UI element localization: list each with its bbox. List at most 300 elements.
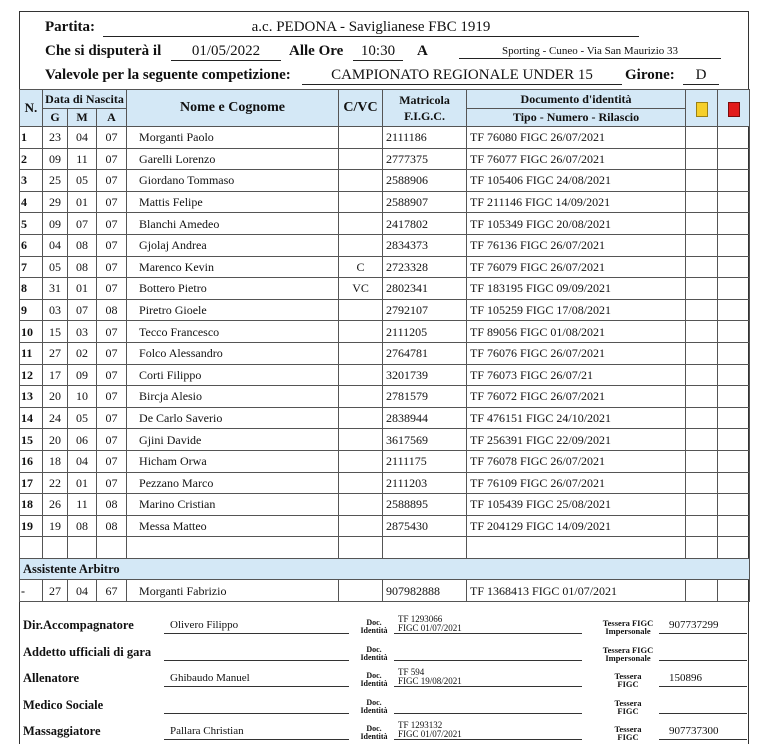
player-captain-status[interactable] [339,127,383,149]
player-red-card[interactable] [718,386,750,408]
player-number[interactable]: 16 [20,450,43,472]
player-birth-year[interactable]: 07 [97,234,127,256]
matricola-header-line1: Matricola [399,93,450,107]
player-name[interactable]: Bottero Pietro [127,278,339,300]
player-name[interactable]: Messa Matteo [127,515,339,537]
staff-doc-field-line1[interactable]: TF 1293066 [398,614,443,624]
staff-tessera-label-line2: FIGC [617,706,639,716]
player-document[interactable]: TF 76076 FIGC 26/07/2021 [467,342,686,364]
player-document[interactable]: TF 89056 FIGC 01/08/2021 [467,321,686,343]
player-name[interactable]: Piretro Gioele [127,299,339,321]
assistant-document[interactable]: TF 1368413 FIGC 01/07/2021 [467,580,686,602]
player-yellow-card[interactable] [686,407,718,429]
player-yellow-card[interactable] [686,450,718,472]
date-label: Che si disputerà il [45,43,162,59]
player-birth-year[interactable]: 07 [97,191,127,213]
player-number[interactable]: 2 [20,148,43,170]
staff-doc-field-line1[interactable]: TF 594 [398,667,425,677]
staff-doc-label-line2: Identità [360,653,388,662]
player-red-card[interactable] [718,191,750,213]
player-captain-status[interactable]: C [339,256,383,278]
player-birth-year[interactable]: 07 [97,278,127,300]
player-yellow-card[interactable] [686,494,718,516]
time-label: Alle Ore [289,43,344,59]
player-row [20,299,750,321]
player-row [20,234,750,256]
player-row [20,127,750,149]
player-captain-status[interactable] [339,213,383,235]
player-birth-month[interactable]: 03 [68,321,97,343]
player-birth-day[interactable]: 17 [43,364,68,386]
player-document[interactable]: TF 76078 FIGC 26/07/2021 [467,450,686,472]
player-birth-day[interactable]: 29 [43,191,68,213]
player-red-card[interactable] [718,213,750,235]
player-row [20,321,750,343]
player-document[interactable]: TF 105259 FIGC 17/08/2021 [467,299,686,321]
player-document[interactable]: TF 76080 FIGC 26/07/2021 [467,127,686,149]
player-birth-year[interactable]: 07 [97,148,127,170]
player-birth-year[interactable]: 07 [97,429,127,451]
group-field[interactable]: D [683,67,719,85]
staff-role-label: Massaggiatore [23,724,101,738]
player-birth-year[interactable]: 07 [97,407,127,429]
staff-doc-label-line1: Doc. [366,671,382,680]
player-birth-year[interactable]: 07 [97,450,127,472]
player-matricola[interactable]: 2588895 [383,494,467,516]
col-document-header: Documento d'identità [467,90,686,109]
player-row [20,213,750,235]
player-number[interactable]: 4 [20,191,43,213]
player-document[interactable]: TF 105349 FIGC 20/08/2021 [467,213,686,235]
player-name[interactable]: Hicham Orwa [127,450,339,472]
player-name[interactable]: Blanchi Amedeo [127,213,339,235]
player-matricola[interactable]: 2111186 [383,127,467,149]
player-birth-month[interactable]: 11 [68,494,97,516]
col-day-header: G [43,109,68,127]
player-number[interactable]: 3 [20,170,43,192]
player-name[interactable]: Giordano Tommaso [127,170,339,192]
staff-tessera-field[interactable]: 150896 [659,670,747,687]
partita-label: Partita: [45,19,95,35]
player-birth-month[interactable]: 05 [68,407,97,429]
player-birth-day[interactable]: 24 [43,407,68,429]
player-birth-year[interactable]: 08 [97,494,127,516]
player-birth-month[interactable]: 01 [68,278,97,300]
player-matricola[interactable]: 2417802 [383,213,467,235]
player-red-card[interactable] [718,256,750,278]
player-birth-year[interactable]: 07 [97,386,127,408]
player-birth-month[interactable]: 07 [68,299,97,321]
col-year-header: A [97,109,127,127]
staff-role-label: Dir.Accompagnatore [23,618,134,632]
player-number[interactable]: 7 [20,256,43,278]
player-name[interactable]: Gjini Davide [127,429,339,451]
player-birth-month[interactable]: 05 [68,170,97,192]
staff-role-label: Medico Sociale [23,698,104,712]
player-red-card[interactable] [718,127,750,149]
col-number-header: N. [20,90,43,127]
staff-tessera-field[interactable]: 907737299 [659,617,747,634]
assistant-referee-row [20,580,750,602]
player-red-card[interactable] [718,299,750,321]
player-row [20,429,750,451]
player-document[interactable]: TF 183195 FIGC 09/09/2021 [467,278,686,300]
player-row [20,386,750,408]
player-name[interactable]: Marenco Kevin [127,256,339,278]
player-yellow-card[interactable] [686,386,718,408]
player-captain-status[interactable]: VC [339,278,383,300]
player-number[interactable]: 15 [20,429,43,451]
player-birth-year[interactable]: 07 [97,472,127,494]
player-captain-status[interactable] [339,148,383,170]
player-captain-status[interactable] [339,321,383,343]
player-captain-status[interactable] [339,234,383,256]
staff-doc-label-line1: Doc. [366,724,382,733]
player-birth-year[interactable]: 07 [97,342,127,364]
col-birthdate-header: Data di Nascita [43,90,127,109]
player-matricola[interactable]: 2792107 [383,299,467,321]
player-red-card[interactable] [718,494,750,516]
player-row [20,278,750,300]
player-captain-status[interactable] [339,342,383,364]
player-yellow-card[interactable] [686,429,718,451]
player-birth-month[interactable]: 11 [68,148,97,170]
player-name[interactable]: Gjolaj Andrea [127,234,339,256]
player-yellow-card[interactable] [686,515,718,537]
player-name[interactable]: Marino Cristian [127,494,339,516]
location-field[interactable]: Sporting - Cuneo - Via San Maurizio 33 [459,43,721,59]
player-matricola[interactable]: 3201739 [383,364,467,386]
assistant-birth-year[interactable]: 67 [97,580,127,602]
player-yellow-card[interactable] [686,278,718,300]
player-row [20,450,750,472]
player-birth-year[interactable]: 08 [97,299,127,321]
player-birth-day[interactable]: 23 [43,127,68,149]
staff-name-field[interactable]: Pallara Christian [164,723,349,740]
staff-role-label: Allenatore [23,671,80,685]
player-birth-year[interactable]: 07 [97,127,127,149]
staff-tessera-label-line1: Tessera [614,671,642,681]
player-yellow-card[interactable] [686,364,718,386]
player-birth-month[interactable]: 08 [68,234,97,256]
player-document[interactable]: TF 76109 FIGC 26/07/2021 [467,472,686,494]
staff-role-label: Addetto ufficiali di gara [23,645,152,659]
col-matricola-header [383,90,467,127]
player-red-card[interactable] [718,472,750,494]
date-field[interactable]: 01/05/2022 [171,43,281,61]
player-row [20,256,750,278]
player-birth-month[interactable]: 04 [68,450,97,472]
player-name[interactable]: Pezzano Marco [127,472,339,494]
player-captain-status[interactable] [339,494,383,516]
player-yellow-card[interactable] [686,127,718,149]
player-captain-status[interactable] [339,450,383,472]
col-doc-type-header: Tipo - Numero - Rilascio [467,109,686,127]
staff-doc-field-line2[interactable] [394,704,582,714]
staff-name-field[interactable]: Ghibaudo Manuel [164,670,349,687]
player-number[interactable]: 14 [20,407,43,429]
player-birth-day[interactable]: 22 [43,472,68,494]
player-red-card[interactable] [718,407,750,429]
player-number[interactable]: 10 [20,321,43,343]
player-yellow-card[interactable] [686,321,718,343]
player-red-card[interactable] [718,342,750,364]
player-document[interactable]: TF 76072 FIGC 26/07/2021 [467,386,686,408]
player-red-card[interactable] [718,278,750,300]
player-name[interactable]: Folco Alessandro [127,342,339,364]
player-document[interactable]: TF 105439 FIGC 25/08/2021 [467,494,686,516]
player-row [20,170,750,192]
staff-doc-field-line2[interactable]: FIGC 19/08/2021 [394,677,582,687]
assistant-matricola[interactable]: 907982888 [383,580,467,602]
matricola-header-line2: F.I.G.C. [404,109,445,123]
player-red-card[interactable] [718,450,750,472]
player-birth-day[interactable]: 25 [43,170,68,192]
staff-doc-label-line2: Identità [360,732,388,741]
staff-tessera-field[interactable]: 907737300 [659,723,747,740]
player-number[interactable]: 5 [20,213,43,235]
player-rows [20,127,750,537]
player-matricola[interactable]: 2723328 [383,256,467,278]
player-birth-day[interactable]: 26 [43,494,68,516]
staff-doc-label-line1: Doc. [366,618,382,627]
player-document[interactable]: TF 256391 FIGC 22/09/2021 [467,429,686,451]
player-document[interactable]: TF 76073 FIGC 26/07/21 [467,364,686,386]
staff-tessera-label-line1: Tessera FIGC [602,618,654,628]
staff-row [19,666,749,693]
player-name[interactable]: Tecco Francesco [127,321,339,343]
time-field[interactable]: 10:30 [353,43,403,61]
player-yellow-card[interactable] [686,342,718,364]
player-red-card[interactable] [718,429,750,451]
player-birth-month[interactable]: 08 [68,256,97,278]
player-birth-year[interactable]: 08 [97,515,127,537]
partita-field[interactable]: a.c. PEDONA - Saviglianese FBC 1919 [103,19,639,37]
player-captain-status[interactable] [339,472,383,494]
staff-row [19,640,749,667]
staff-name-field[interactable]: Olivero Filippo [164,617,349,634]
player-number[interactable]: 8 [20,278,43,300]
player-birth-day[interactable]: 04 [43,234,68,256]
staff-tessera-label-line1: Tessera [614,698,642,708]
player-matricola[interactable]: 2875430 [383,515,467,537]
player-birth-month[interactable]: 02 [68,342,97,364]
player-red-card[interactable] [718,321,750,343]
location-label: A [417,43,428,59]
player-captain-status[interactable] [339,515,383,537]
player-yellow-card[interactable] [686,256,718,278]
staff-tessera-label-line2: Impersonale [605,626,651,636]
assistant-birth-day[interactable]: 27 [43,580,68,602]
player-yellow-card[interactable] [686,213,718,235]
player-red-card[interactable] [718,234,750,256]
player-birth-month[interactable]: 06 [68,429,97,451]
player-birth-month[interactable]: 01 [68,472,97,494]
player-document[interactable]: TF 211146 FIGC 14/09/2021 [467,191,686,213]
player-row [20,472,750,494]
player-matricola[interactable]: 2111203 [383,472,467,494]
staff-tessera-label-line2: FIGC [617,679,639,689]
player-document[interactable]: TF 105406 FIGC 24/08/2021 [467,170,686,192]
empty-row [20,537,750,559]
player-birth-month[interactable]: 10 [68,386,97,408]
col-month-header: M [68,109,97,127]
staff-name-field[interactable] [164,644,349,661]
assistant-number[interactable]: - [20,580,43,602]
player-row [20,148,750,170]
player-name[interactable]: Garelli Lorenzo [127,148,339,170]
match-header [19,11,749,89]
player-matricola[interactable]: 2111205 [383,321,467,343]
player-row [20,364,750,386]
player-matricola[interactable]: 2111175 [383,450,467,472]
player-birth-month[interactable]: 08 [68,515,97,537]
player-birth-day[interactable]: 18 [43,450,68,472]
staff-doc-label-line1: Doc. [366,698,382,707]
player-birth-month[interactable]: 01 [68,191,97,213]
player-birth-month[interactable]: 04 [68,127,97,149]
col-cvc-header: C/VC [339,90,383,127]
player-matricola[interactable]: 2588907 [383,191,467,213]
player-number[interactable]: 18 [20,494,43,516]
player-matricola[interactable]: 2802341 [383,278,467,300]
player-captain-status[interactable] [339,429,383,451]
player-document[interactable]: TF 76077 FIGC 26/07/2021 [467,148,686,170]
staff-doc-field-line1[interactable]: TF 1293132 [398,720,443,730]
staff-doc-label-line2: Identità [360,706,388,715]
player-birth-year[interactable]: 07 [97,170,127,192]
player-name[interactable]: Corti Filippo [127,364,339,386]
staff-tessera-label-line1: Tessera [614,724,642,734]
player-captain-status[interactable] [339,299,383,321]
staff-doc-field-line2[interactable]: FIGC 01/07/2021 [394,624,582,634]
player-birth-day[interactable]: 15 [43,321,68,343]
player-matricola[interactable]: 2838944 [383,407,467,429]
staff-tessera-label-line2: Impersonale [605,653,651,663]
assistant-cvc[interactable] [339,580,383,602]
assistant-referee-section [20,558,750,580]
player-birth-day[interactable]: 20 [43,429,68,451]
player-red-card[interactable] [718,170,750,192]
player-red-card[interactable] [718,148,750,170]
player-captain-status[interactable] [339,407,383,429]
player-captain-status[interactable] [339,170,383,192]
player-name[interactable]: Bircja Alesio [127,386,339,408]
player-number[interactable]: 1 [20,127,43,149]
player-document[interactable]: TF 204129 FIGC 14/09/2021 [467,515,686,537]
player-red-card[interactable] [718,364,750,386]
staff-tessera-field[interactable] [659,697,747,714]
player-yellow-card[interactable] [686,299,718,321]
player-yellow-card[interactable] [686,148,718,170]
player-red-card[interactable] [718,515,750,537]
staff-tessera-label-line1: Tessera FIGC [602,645,654,655]
player-number[interactable]: 11 [20,342,43,364]
staff-tessera-label-line2: FIGC [617,732,639,742]
staff-doc-label-line1: Doc. [366,645,382,654]
player-birth-day[interactable]: 05 [43,256,68,278]
col-red-card-header [718,90,750,127]
player-birth-year[interactable]: 07 [97,321,127,343]
staff-doc-field-line2[interactable]: FIGC 01/07/2021 [394,730,582,740]
player-captain-status[interactable] [339,364,383,386]
staff-doc-field-line2[interactable] [394,651,582,661]
player-yellow-card[interactable] [686,234,718,256]
player-row [20,407,750,429]
assistant-red-card[interactable] [718,580,750,602]
competition-field[interactable]: CAMPIONATO REGIONALE UNDER 15 [302,67,622,85]
player-yellow-card[interactable] [686,170,718,192]
player-matricola[interactable]: 2764781 [383,342,467,364]
player-birth-year[interactable]: 07 [97,213,127,235]
player-matricola[interactable]: 3617569 [383,429,467,451]
player-document[interactable]: TF 76136 FIGC 26/07/2021 [467,234,686,256]
staff-tessera-field[interactable] [659,644,747,661]
staff-doc-label-line2: Identità [360,626,388,635]
staff-doc-label-line2: Identità [360,679,388,688]
yellow-card-icon [696,102,708,117]
player-matricola[interactable]: 2781579 [383,386,467,408]
staff-row [19,613,749,640]
player-yellow-card[interactable] [686,191,718,213]
player-name[interactable]: Morganti Paolo [127,127,339,149]
player-yellow-card[interactable] [686,472,718,494]
player-birth-day[interactable]: 03 [43,299,68,321]
player-document[interactable]: TF 76079 FIGC 26/07/2021 [467,256,686,278]
players-table [19,89,750,602]
assistant-yellow-card[interactable] [686,580,718,602]
player-birth-day[interactable]: 19 [43,515,68,537]
player-birth-year[interactable]: 07 [97,256,127,278]
staff-name-field[interactable] [164,697,349,714]
assistant-name[interactable]: Morganti Fabrizio [127,580,339,602]
col-yellow-card-header [686,90,718,127]
player-birth-day[interactable]: 09 [43,148,68,170]
player-birth-year[interactable]: 07 [97,364,127,386]
player-document[interactable]: TF 476151 FIGC 24/10/2021 [467,407,686,429]
player-captain-status[interactable] [339,386,383,408]
player-row [20,342,750,364]
player-birth-month[interactable]: 07 [68,213,97,235]
player-birth-day[interactable]: 27 [43,342,68,364]
player-matricola[interactable]: 2588906 [383,170,467,192]
group-label: Girone: [625,67,675,83]
assistant-birth-month[interactable]: 04 [68,580,97,602]
player-number[interactable]: 9 [20,299,43,321]
player-row [20,191,750,213]
player-name[interactable]: De Carlo Saverio [127,407,339,429]
player-matricola[interactable]: 2834373 [383,234,467,256]
staff-row [19,719,749,746]
player-captain-status[interactable] [339,191,383,213]
player-number[interactable]: 19 [20,515,43,537]
player-row [20,515,750,537]
player-matricola[interactable]: 2777375 [383,148,467,170]
player-number[interactable]: 13 [20,386,43,408]
col-name-header: Nome e Cognome [127,90,339,127]
player-birth-month[interactable]: 09 [68,364,97,386]
player-number[interactable]: 6 [20,234,43,256]
player-number[interactable]: 12 [20,364,43,386]
player-birth-day[interactable]: 31 [43,278,68,300]
player-number[interactable]: 17 [20,472,43,494]
player-birth-day[interactable]: 09 [43,213,68,235]
staff-row [19,693,749,720]
player-birth-day[interactable]: 20 [43,386,68,408]
player-row [20,494,750,516]
staff-section [19,607,749,744]
player-name[interactable]: Mattis Felipe [127,191,339,213]
